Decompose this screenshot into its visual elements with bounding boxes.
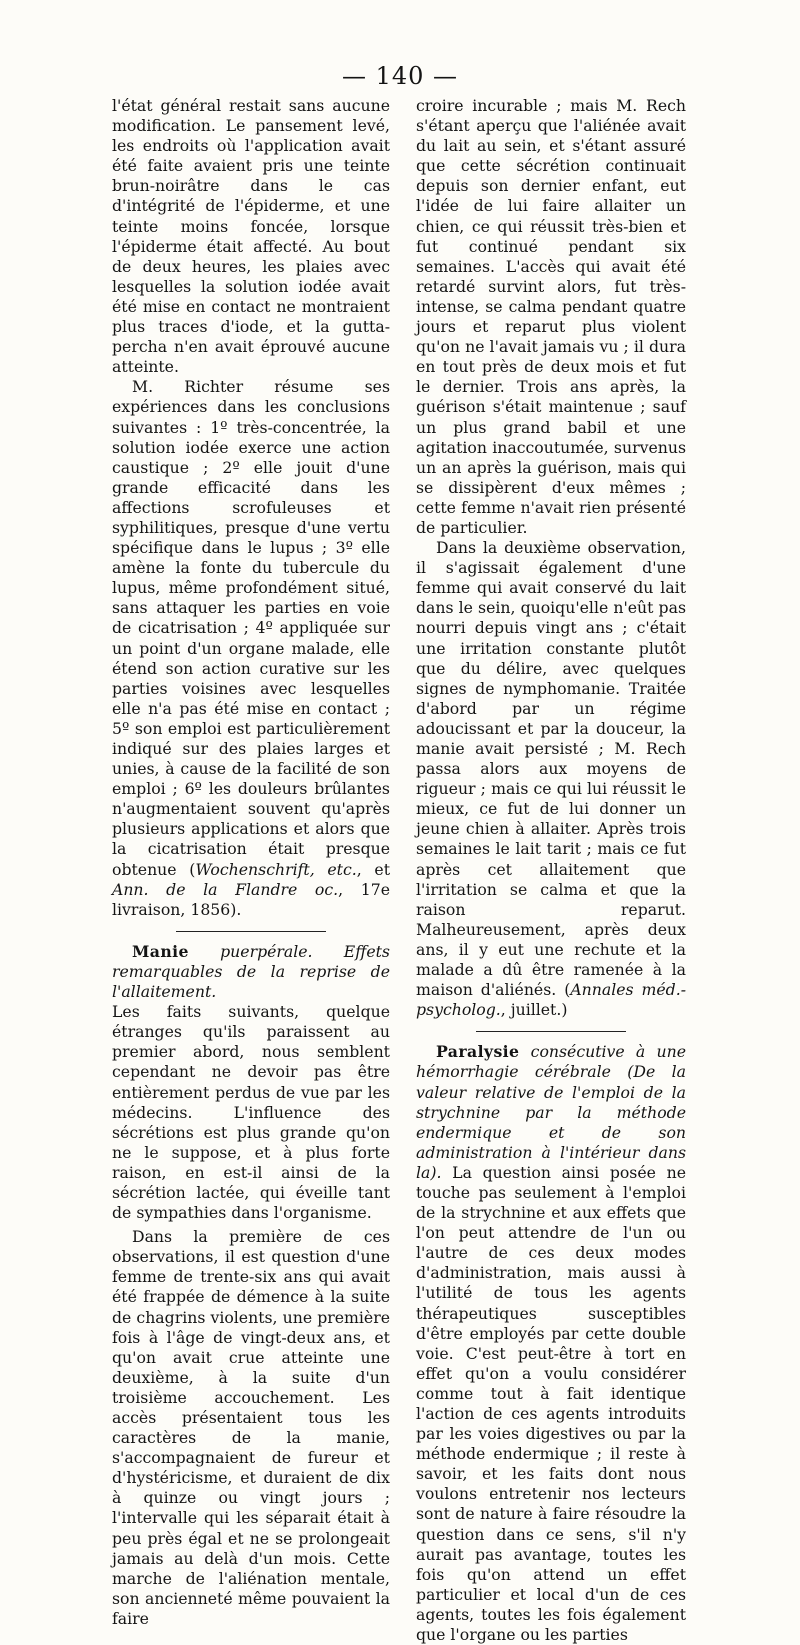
article-subtitle: puerpérale. Effets remarquables de la reprise de l'allaitement.	[112, 941, 390, 1002]
article-head-word: Manie	[132, 941, 189, 961]
section-divider	[476, 1031, 626, 1032]
page-number: — 140 —	[341, 62, 459, 90]
paragraph-second-observation	[416, 538, 686, 1020]
article-heading-paralysie	[416, 1042, 686, 1645]
paragraph-richter-conclusions	[112, 377, 390, 920]
paragraph-strychnine: La question ainsi posée ne touche pas seulement à l'emploi de la strychnine et aux effets que l'on peut attendre de l'un ou l'autre de ces deux modes d'administration, mais aussi à l'utilité de tous les agents thérapeutiques susceptibles d'être employés par cette double voie. C'est peut-être à tort en effet qu'on a voulu considérer comme tout à fait identique l'action de ces agents introduits par les voies digestives ou par la méthode endermique ; il reste à savoir, et les faits dont nous voulons entretenir nos lecteurs sont de nature à faire résoudre la question dans ce sens, s'il n'y aurait pas avantage, toutes les fois qu'on attend un effet particulier et local d'un de ces agents, toutes les fois également que l'organe ou les parties	[416, 1162, 686, 1645]
second-observation-text: Dans la deuxième observation, il s'agissait également d'une femme qui avait conservé du lait dans le sein, quoiqu'elle n'eût pas nourri depuis vingt ans ; c'était une irritation constante plutôt que du délire, avec quelques signes de nymphomanie. Traitée d'abord par un régime adoucissant et par la douceur, la manie avait persisté ; M. Rech passa alors aux moyens de rigueur ; mais ce qui lui réussit le mieux, ce fut de lui donner un jeune chien à allaiter. Après trois semaines le lait tarit ; mais ce fut après cet allaitement que l'irritation se calma et que la raison reparut. Malheureusement, après deux ans, il y eut une rechute et la malade a dû être ramenée à la maison d'aliénés. (	[416, 538, 686, 1000]
source-date: , juillet.)	[500, 1000, 568, 1020]
source-joiner: , et	[356, 859, 390, 879]
source-wochenschrift: Wochenschrift, etc.	[195, 859, 357, 879]
article-heading-manie	[112, 942, 390, 1002]
source-issue: , 17e livraison, 1856).	[112, 879, 390, 919]
paragraph-first-observation-cont: croire incurable ; mais M. Rech s'étant aperçu que l'aliénée avait du lait au sein, et s'étant assuré que cette sécrétion continuait depuis son dernier enfant, eut l'idée de lui faire allaiter un chien, ce qui réussit très-bien et fut continué pendant six semaines. L'accès qui avait été retardé survint alors, fut très-intense, se calma pendant quatre jours et reparut plus violent qu'on ne l'avait jamais vu ; il dura en tout près de deux mois et fut le dernier. Trois ans après, la guérison s'était maintenue ; sauf un plus grand babil et une agitation inaccoutumée, survenus un an après la guérison, mais qui se dissipèrent d'eux mêmes ; cette femme n'avait rien présenté de particulier.	[416, 96, 686, 537]
source-annales-flandre: Ann. de la Flandre oc.	[112, 879, 339, 899]
richter-conclusions-text: M. Richter résume ses expériences dans les conclusions suivantes : 1º très-concentrée, la solution iodée exerce une action caustique ; 2º elle jouit d'une grande efficacité dans les affections scrofuleuses et syphilitiques, presque d'une vertu spécifique dans le lupus ; 3º elle amène la fonte du tubercule du lupus, même profondément situé, sans attaquer les parties en voie de cicatrisation ; 4º appliquée sur un point d'un organe malade, elle étend son action curative sur les parties voisines avec lesquelles elle n'a pas été mise en contact ; 5º son emploi est particulièrement indiqué sur des plaies larges et unies, à cause de la facilité de son emploi ; 6º les douleurs brûlantes n'augmentaient souvent qu'après plusieurs applications et alors que la cicatrisation était presque obtenue (	[112, 377, 390, 879]
paragraph-iodine-results: l'état général restait sans aucune modification. Le pansement levé, les endroits où l'application avait été faite avaient pris une teinte brun-noirâtre dans le cas d'intégrité de l'épiderme, et une teinte moins foncée, lorsque l'épiderme était affecté. Au bout de deux heures, les plaies avec lesquelles la solution iodée avait été mise en contact ne montraient plus traces d'iode, et la gutta-percha n'en avait éprouvé aucune atteinte.	[112, 96, 390, 377]
section-divider	[176, 931, 326, 932]
left-column	[112, 96, 390, 1629]
paragraph-first-observation: Dans la première de ces observations, il est question d'une femme de trente-six ans qui avait été frappée de démence à la suite de chagrins violents, une première fois à l'âge de vingt-deux ans, et qu'on avait crue atteinte une deuxième, à la suite d'un troisième accouchement. Les accès présentaient tous les caractères de la manie, s'accompagnaient de fureur et d'hystéricisme, et duraient de dix à quinze ou vingt jours ; l'intervalle qui les séparait était à peu près égal et ne se prolongeait jamais au delà d'un mois. Cette marche de l'aliénation mentale, son ancienneté même pouvaient la faire	[112, 1227, 390, 1628]
right-column	[416, 96, 686, 1645]
article-head-word: Paralysie	[436, 1042, 520, 1062]
article-subtitle: consécutive à une hémorrhagie cérébrale (De la valeur relative de l'emploi de la strychnine par la méthode endermique et de son administration à l'intérieur dans la).	[416, 1042, 686, 1182]
paragraph-secretions: Les faits suivants, quelque étranges qu'ils paraissent au premier abord, nous semblent cependant ne devoir pas être entièrement perdus de vue par les médecins. L'influence des sécrétions est plus grande qu'on ne le suppose, et à plus forte raison, en est-il ainsi de la sécrétion lactée, qui éveille tant de sympathies dans l'organisme.	[112, 1002, 390, 1223]
source-annales-med-psycholog: Annales méd.-psycholog.	[416, 980, 687, 1020]
